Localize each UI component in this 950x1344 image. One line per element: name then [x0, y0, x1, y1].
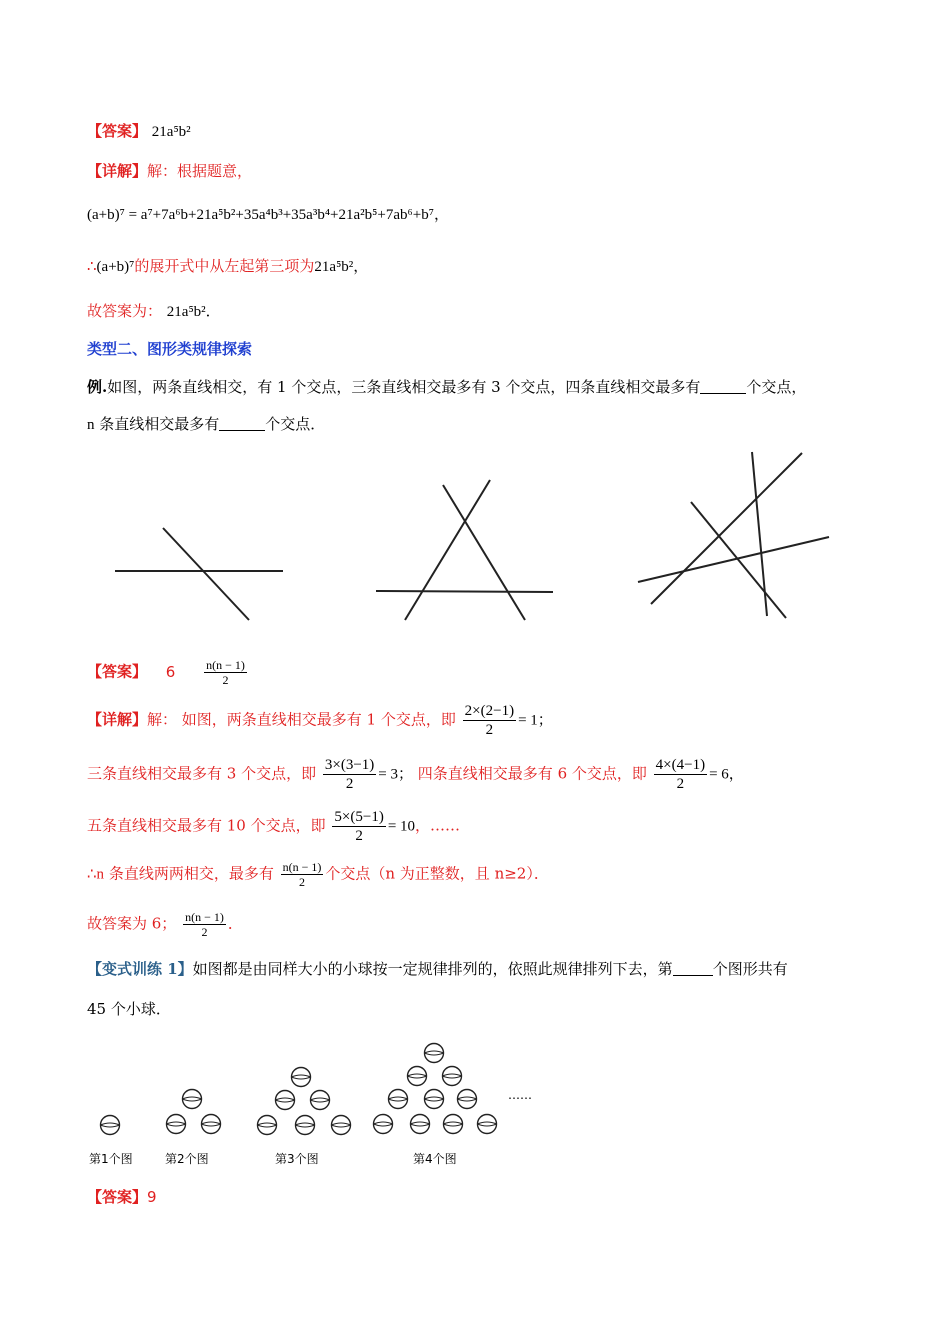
fraction-4 [654, 756, 707, 793]
answer2-fraction [204, 658, 247, 687]
intersecting-lines-figure [0, 440, 950, 640]
frac-numerator: n(n − 1) [206, 658, 245, 672]
detail2-line4 [87, 860, 549, 889]
frac-denominator: 2 [298, 875, 305, 889]
fig2-line-a [376, 591, 553, 592]
ball [374, 1115, 393, 1134]
fig3-line-d [752, 452, 767, 616]
detail-tag: 【详解】 [87, 162, 148, 180]
variant-tag: 【变式训练 1】 [87, 960, 193, 978]
detail2-text4: 条直线两两相交，最多有 [104, 864, 274, 883]
frac-numerator: n(n − 1) [282, 860, 322, 874]
frac-denominator: 2 [355, 828, 363, 844]
fig3-line-c [691, 502, 786, 618]
detail1-intro-line [87, 160, 252, 182]
therefore-symbol: ∴ [87, 864, 97, 883]
ball [332, 1116, 351, 1135]
pattern-ellipsis: …… [508, 1088, 532, 1102]
frac-numerator: 4×(4−1) [655, 757, 706, 773]
caption-fig3: 第3个图 [275, 1152, 319, 1166]
ball [276, 1091, 295, 1110]
variant-line2: 45 个小球． [87, 1000, 171, 1018]
example-line2 [87, 413, 325, 436]
ball [443, 1067, 462, 1086]
fraction-n-final [183, 910, 226, 939]
ball-pattern-figure [0, 1035, 950, 1145]
detail-tag: 【详解】 [87, 710, 148, 729]
fig3-balls [258, 1068, 351, 1135]
detail1-final [87, 300, 221, 323]
variant-text1-end: 个图形共有 [712, 960, 788, 978]
detail2-line2 [87, 756, 744, 793]
conclusion-text: 的展开式中从左起第三项为 [134, 257, 315, 275]
detail1-conclusion [87, 255, 368, 278]
detail2-text2b: 四条直线相交最多有 6 个交点，即 [417, 764, 647, 783]
fig2-balls [167, 1090, 221, 1134]
fig3-line-a [638, 537, 829, 582]
binomial-expansion: (a+b)⁷ = a⁷+7a⁶b+21a⁵b²+35a⁴b³+35a³b⁴+21a²b⁵+7ab⁶+b⁷， [87, 207, 449, 223]
fig1-line-b [163, 528, 249, 620]
final-prefix: 故答案为： [87, 302, 163, 320]
answer3-value: 9 [147, 1188, 157, 1206]
frac-numerator: n(n − 1) [185, 910, 224, 924]
ball [167, 1115, 186, 1134]
ball [296, 1116, 315, 1135]
ball [425, 1044, 444, 1063]
answer1-value: 21a⁵b² [151, 124, 191, 140]
answer3-line [87, 1186, 157, 1208]
answer-tag: 【答案】 [87, 1188, 148, 1206]
detail2-tail4: 个交点（n 为正整数，且 n≥2）． [325, 864, 549, 883]
example-text2: 条直线相交最多有 [94, 415, 220, 433]
frac-denominator: 2 [676, 776, 685, 792]
detail2-line3 [87, 808, 460, 845]
example-text2-end: 个交点． [265, 415, 326, 433]
ball [478, 1115, 497, 1134]
section-title: 类型二、图形类规律探索 [87, 340, 253, 358]
ball [425, 1090, 444, 1109]
final-value: 21a⁵b²． [166, 304, 221, 320]
fig4-balls [374, 1044, 497, 1134]
frac-denominator: 2 [345, 776, 354, 792]
detail2-text1: 解： 如图，两条直线相交最多有 1 个交点，即 [147, 710, 456, 729]
result-10: = 10 [387, 818, 416, 835]
fraction-2 [463, 702, 516, 739]
caption-fig4: 第4个图 [413, 1152, 457, 1166]
variant-line1 [87, 958, 788, 980]
answer-blank-2[interactable] [219, 416, 265, 431]
example-text1: 如图，两条直线相交，有 1 个交点，三条直线相交最多有 3 个交点，四条直线相交最多有 [107, 378, 701, 396]
detail2-text3: 五条直线相交最多有 10 个交点，即 [87, 816, 326, 835]
fig3-line-b [651, 453, 802, 604]
frac-denominator: 2 [201, 925, 208, 939]
answer1-line [87, 120, 191, 143]
fraction-n [281, 860, 324, 889]
detail2-line1 [87, 702, 553, 739]
caption-fig2: 第2个图 [165, 1152, 209, 1166]
var-n: n [87, 417, 95, 433]
conclusion-value: 21a⁵b²， [314, 259, 369, 275]
result-1: = 1； [518, 712, 553, 729]
ball [202, 1115, 221, 1134]
caption-fig1: 第1个图 [89, 1152, 133, 1166]
detail2-text2a: 三条直线相交最多有 3 个交点，即 [87, 764, 317, 783]
detail2-line5 [87, 910, 243, 939]
frac-numerator: 2×(2−1) [464, 703, 515, 719]
result-3: = 3； [378, 766, 414, 783]
detail2-tail5: ． [227, 914, 243, 933]
answer2-line [87, 658, 249, 687]
ball [408, 1067, 427, 1086]
result-6: = 6， [709, 766, 744, 783]
conclusion-expr: (a+b)⁷ [96, 259, 135, 275]
ball [458, 1090, 477, 1109]
therefore-symbol: ∴ [87, 257, 97, 275]
fraction-5 [332, 808, 385, 845]
var-n: n [96, 866, 105, 883]
ball [292, 1068, 311, 1087]
fig2-line-b [405, 480, 490, 620]
answer-tag: 【答案】 [87, 662, 148, 681]
example-text1-end: 个交点， [746, 378, 807, 396]
frac-numerator: 3×(3−1) [324, 757, 375, 773]
answer-tag: 【答案】 [87, 122, 148, 140]
variant-text1: 如图都是由同样大小的小球按一定规律排列的，依照此规律排列下去，第 [192, 960, 673, 978]
answer-blank-3[interactable] [673, 961, 713, 976]
ball [311, 1091, 330, 1110]
example-label: 例. [87, 378, 108, 396]
fig1-balls [101, 1116, 120, 1135]
frac-denominator: 2 [222, 673, 229, 687]
detail1-intro: 解：根据题意， [147, 162, 253, 180]
detail2-text5: 故答案为 6； [87, 914, 177, 933]
ball [411, 1115, 430, 1134]
fraction-3 [323, 756, 376, 793]
ellipsis-tail: ，…… [415, 816, 461, 835]
frac-numerator: 5×(5−1) [334, 809, 384, 825]
ball [258, 1116, 277, 1135]
ball [444, 1115, 463, 1134]
ball [183, 1090, 202, 1109]
answer2-value1: 6 [165, 662, 176, 681]
frac-denominator: 2 [485, 722, 494, 738]
example-line1 [87, 376, 806, 398]
answer-blank-1[interactable] [700, 379, 746, 394]
ball [101, 1116, 120, 1135]
fig2-line-c [443, 485, 525, 620]
ball [389, 1090, 408, 1109]
